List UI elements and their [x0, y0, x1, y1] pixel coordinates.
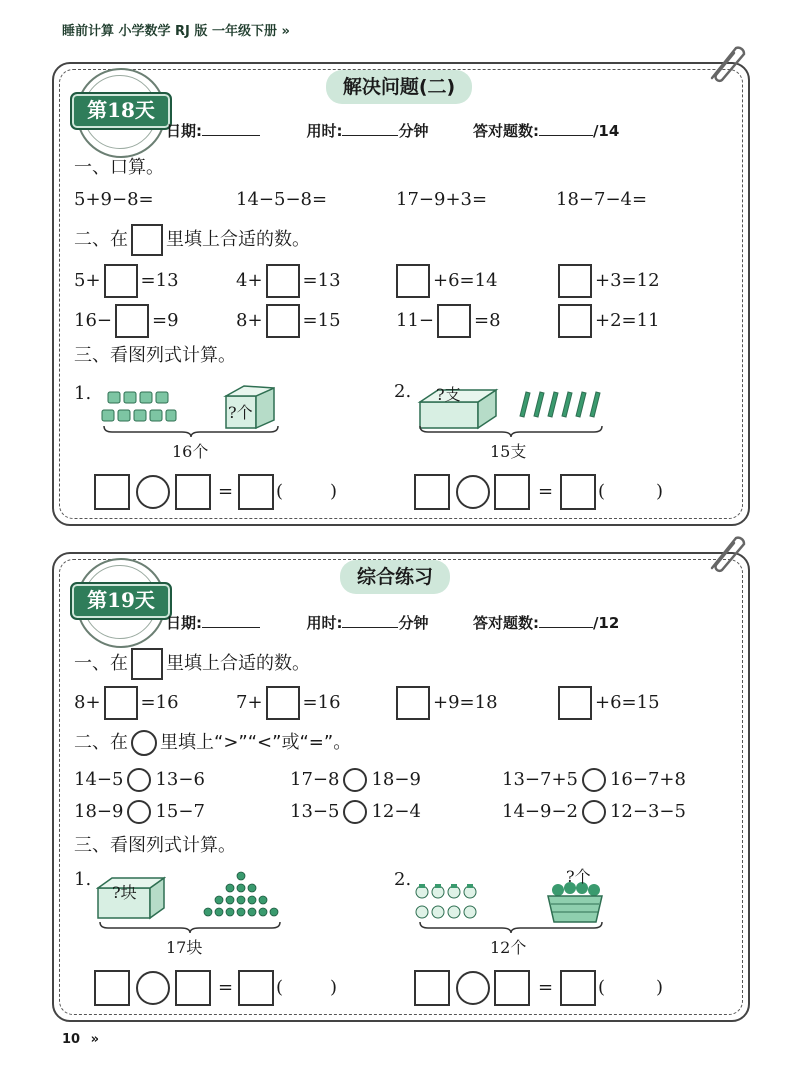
eq1-lparen: ( — [276, 481, 284, 502]
day18-sec2 — [74, 224, 310, 256]
score-label: 答对题数: — [472, 614, 539, 632]
day19-badge — [76, 558, 166, 648]
answer-box[interactable] — [558, 686, 592, 720]
fill-r2c1: 16− =9 — [74, 304, 179, 338]
fill19-c3: +9=18 — [396, 686, 498, 720]
cakes-icon — [200, 870, 282, 920]
eq4-equals: = — [538, 977, 554, 998]
eq4-result-box[interactable] — [560, 970, 596, 1006]
time-blank[interactable] — [342, 613, 398, 628]
fill-r1c2: 4+ =13 — [236, 264, 341, 298]
answer-box[interactable] — [437, 304, 471, 338]
eq2-operator-circle[interactable] — [456, 475, 490, 509]
eq1-box-a[interactable] — [94, 474, 130, 510]
p2-total: 15支 — [490, 442, 527, 461]
eq1-result-box[interactable] — [238, 474, 274, 510]
p1-total: 16个 — [172, 442, 209, 461]
sample-box — [131, 648, 163, 680]
cmp-r1c2: 17−8 18−9 — [290, 769, 421, 790]
date-label: 日期: — [166, 122, 202, 140]
score-blank[interactable] — [539, 613, 593, 628]
fill19-c1: 8+ =16 — [74, 686, 179, 720]
sec2-tail: 里填上“>”“<”或“=”。 — [160, 732, 352, 753]
answer-box[interactable] — [115, 304, 149, 338]
sample-circle — [131, 730, 157, 756]
sec2-lead: 二、在 — [74, 229, 128, 250]
brace-p1 — [102, 424, 280, 438]
answer-box[interactable] — [396, 686, 430, 720]
footer-arrow-icon: » — [90, 1032, 100, 1047]
answer-box[interactable] — [558, 304, 592, 338]
date-blank[interactable] — [202, 613, 260, 628]
eq1-operator-circle[interactable] — [136, 475, 170, 509]
fill-r1c3: +6=14 — [396, 264, 498, 298]
answer-box[interactable] — [104, 686, 138, 720]
fill19-c4: +6=15 — [558, 686, 660, 720]
eq3-equals: = — [218, 977, 234, 998]
sec1-lead: 一、在 — [74, 653, 128, 674]
day18-title: 解决问题(二) — [326, 70, 472, 104]
day18-badge-num: 18 — [107, 98, 135, 122]
p1-number: 1. — [74, 383, 92, 404]
sample-box — [131, 224, 163, 256]
p1-total: 17块 — [166, 938, 203, 957]
answer-box[interactable] — [104, 264, 138, 298]
time-unit: 分钟 — [398, 614, 429, 632]
day19-badge-suffix: 天 — [134, 588, 155, 612]
date-blank[interactable] — [202, 121, 260, 136]
page-header: 睡前计算 小学数学 RJ 版 一年级下册 » — [62, 24, 290, 39]
fill-r1c1: 5+ =13 — [74, 264, 179, 298]
eq2-equals: = — [538, 481, 554, 502]
oral-4: 18−7−4= — [556, 189, 648, 210]
eq3-rparen: ) — [330, 977, 338, 998]
sec2-lead: 二、在 — [74, 732, 128, 753]
day18-badge-suffix: 天 — [134, 98, 155, 122]
eq4-operator-circle[interactable] — [456, 971, 490, 1005]
day19-sec2 — [74, 730, 351, 756]
cmp-r2c2: 13−5 12−4 — [290, 801, 421, 822]
day19-badge-prefix: 第 — [87, 588, 108, 612]
compare-circle[interactable] — [582, 768, 606, 792]
compare-circle[interactable] — [343, 768, 367, 792]
compare-circle[interactable] — [127, 800, 151, 824]
eq2-box-b[interactable] — [494, 474, 530, 510]
sec2-tail: 里填上合适的数。 — [166, 229, 310, 250]
oral-1: 5+9−8= — [74, 189, 154, 210]
brace-p1 — [98, 920, 282, 934]
day18-badge — [76, 68, 166, 158]
day18-sec1: 一、口算。 — [74, 157, 164, 178]
fill-r2c2: 8+ =15 — [236, 304, 341, 338]
eq2-rparen: ) — [656, 481, 664, 502]
day18-badge-prefix: 第 — [87, 98, 108, 122]
compare-circle[interactable] — [127, 768, 151, 792]
answer-box[interactable] — [266, 686, 300, 720]
answer-box[interactable] — [266, 264, 300, 298]
cmp-r1c1: 14−5 13−6 — [74, 769, 205, 790]
fill-r1c4: +3=12 — [558, 264, 660, 298]
time-label: 用时: — [306, 122, 343, 140]
brace-p2 — [418, 424, 604, 438]
score-total: /14 — [592, 122, 620, 140]
day19-title: 综合练习 — [340, 560, 450, 594]
score-total: /12 — [592, 614, 620, 632]
fill-r2c3: 11− =8 — [396, 304, 501, 338]
p1-box-label: ?个 — [228, 403, 253, 422]
eq4-box-a[interactable] — [414, 970, 450, 1006]
brace-p2 — [418, 920, 604, 934]
oral-2: 14−5−8= — [236, 189, 328, 210]
date-label: 日期: — [166, 614, 202, 632]
p1-box-label: ?块 — [112, 883, 137, 902]
p2-total: 12个 — [490, 938, 527, 957]
pencils-icon — [516, 388, 604, 420]
eq2-box-a[interactable] — [414, 474, 450, 510]
eq1-equals: = — [218, 481, 234, 502]
eq3-lparen: ( — [276, 977, 284, 998]
eq4-rparen: ) — [656, 977, 664, 998]
radishes-icon — [414, 882, 496, 922]
score-blank[interactable] — [539, 121, 593, 136]
eq4-lparen: ( — [598, 977, 606, 998]
page-number: 10 — [62, 1032, 81, 1047]
p2-number: 2. — [394, 381, 412, 402]
eq3-box-a[interactable] — [94, 970, 130, 1006]
paperclip-icon — [700, 40, 748, 84]
oral-3: 17−9+3= — [396, 189, 488, 210]
page-footer — [62, 1032, 99, 1047]
fill-r2c4: +2=11 — [558, 304, 660, 338]
cups-icon — [100, 390, 178, 426]
eq3-operator-circle[interactable] — [136, 971, 170, 1005]
day18-info-row — [166, 120, 619, 141]
day19-badge-num: 19 — [107, 588, 135, 612]
eq3-box-b[interactable] — [175, 970, 211, 1006]
p1-number: 1. — [74, 869, 92, 890]
time-blank[interactable] — [342, 121, 398, 136]
cmp-r2c3: 14−9−2 12−3−5 — [502, 801, 686, 822]
eq3-result-box[interactable] — [238, 970, 274, 1006]
eq2-lparen: ( — [598, 481, 606, 502]
time-unit: 分钟 — [398, 122, 429, 140]
day18-sec3: 三、看图列式计算。 — [74, 345, 236, 366]
p2-box-label: ?支 — [436, 385, 461, 404]
day19-sec1 — [74, 648, 310, 680]
answer-box[interactable] — [558, 264, 592, 298]
eq1-box-b[interactable] — [175, 474, 211, 510]
fill19-c2: 7+ =16 — [236, 686, 341, 720]
eq4-box-b[interactable] — [494, 970, 530, 1006]
answer-box[interactable] — [266, 304, 300, 338]
paperclip-icon — [700, 530, 748, 574]
eq1-rparen: ) — [330, 481, 338, 502]
score-label: 答对题数: — [472, 122, 539, 140]
sec1-tail: 里填上合适的数。 — [166, 653, 310, 674]
compare-circle[interactable] — [343, 800, 367, 824]
day19-info-row — [166, 612, 619, 633]
eq2-result-box[interactable] — [560, 474, 596, 510]
day19-sec3: 三、看图列式计算。 — [74, 835, 236, 856]
p2-number: 2. — [394, 869, 412, 890]
compare-circle[interactable] — [582, 800, 606, 824]
cmp-r1c3: 13−7+5 16−7+8 — [502, 769, 686, 790]
time-label: 用时: — [306, 614, 343, 632]
cmp-r2c1: 18−9 15−7 — [74, 801, 205, 822]
answer-box[interactable] — [396, 264, 430, 298]
p2-question: ?个 — [566, 867, 591, 886]
